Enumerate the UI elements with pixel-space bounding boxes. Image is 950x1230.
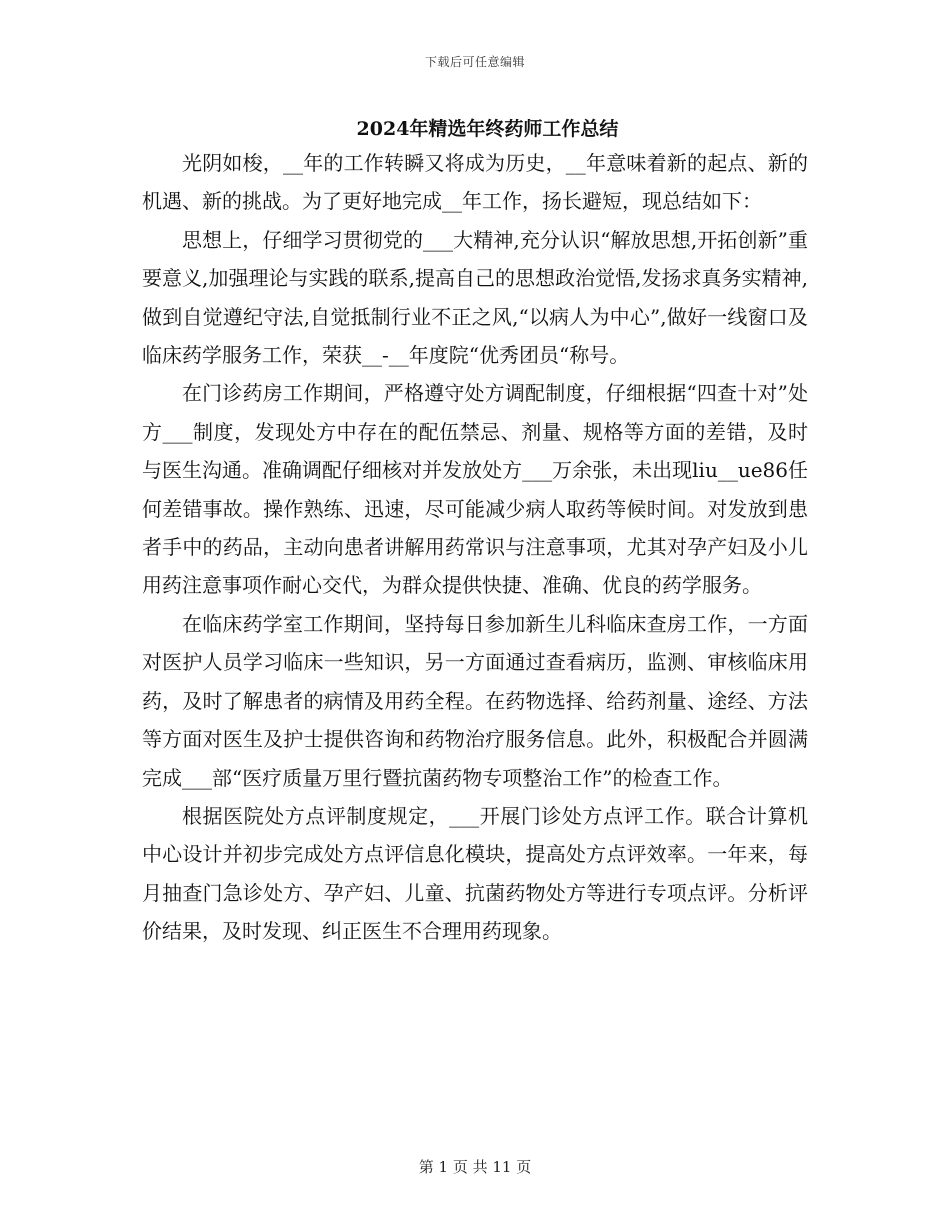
paragraph-outpatient-pharmacy: 在门诊药房工作期间，严格遵守处方调配制度，仔细根据“四查十对”处方___制度，发现处方中存在的配伍禁忌、剂量、规格等方面的差错，及时与医生沟通。准确调配仔细核对并发放处方___万余张，未出现liu__ue86任何差错事故。操作熟练、迅速，尽可能减少病人取药等候时间。对发放到患者手中的药品，主动向患者讲解用药常识与注意事项，尤其对孕产妇及小儿用药注意事项作耐心交代，为群众提供快捷、准确、优良的药学服务。: [142, 381, 808, 598]
paragraph-prescription-review: 根据医院处方点评制度规定，___开展门诊处方点评工作。联合计算机中心设计并初步完成处方点评信息化模块，提高处方点评效率。一年来，每月抽查门急诊处方、孕产妇、儿童、抗菌药物处方等进行专项点评。分析评价结果，及时发现、纠正医生不合理用药现象。: [142, 803, 808, 944]
paragraph-clinical-pharmacy: 在临床药学室工作期间，坚持每日参加新生儿科临床查房工作，一方面对医护人员学习临床一些知识，另一方面通过查看病历，监测、审核临床用药，及时了解患者的病情及用药全程。在药物选择、给药剂量、途经、方法等方面对医生及护士提供咨询和药物治疗服务信息。此外，积极配合并圆满完成___部“医疗质量万里行暨抗菌药物专项整治工作”的检查工作。: [142, 611, 808, 790]
paragraph-ideology: 思想上，仔细学习贯彻党的___大精神,充分认识“解放思想,开拓创新”重要意义,加强理论与实践的联系,提高自己的思想政治觉悟,发扬求真务实精神,做到自觉遵纪守法,自觉抵制行业不正之风,“以病人为中心”,做好一线窗口及临床药学服务工作，荣获__-__年度院“优秀团员“称号。: [142, 227, 808, 368]
document-title: 2024年精选年终药师工作总结: [356, 118, 619, 140]
document-body: [142, 144, 808, 951]
page-indicator: 第 1 页 共 11 页: [418, 1158, 532, 1176]
paragraph-intro: 光阴如梭，__年的工作转瞬又将成为历史，__年意味着新的起点、新的机遇、新的挑战。为了更好地完成__年工作，扬长避短，现总结如下：: [142, 151, 808, 214]
header-note: 下载后可任意编辑: [424, 55, 525, 69]
